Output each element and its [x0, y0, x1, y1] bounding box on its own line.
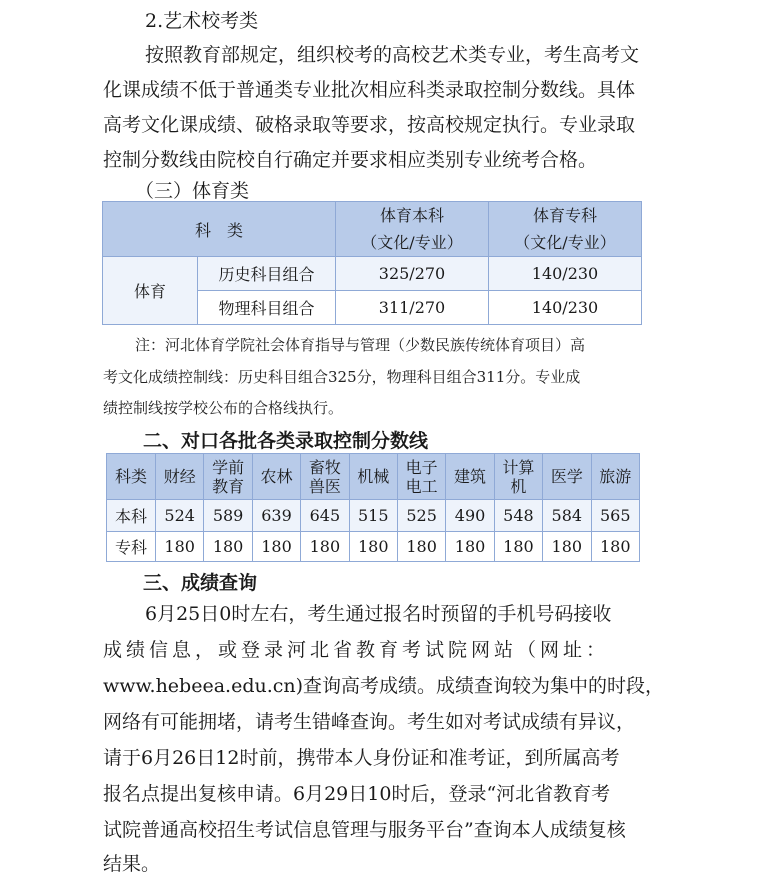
- vocational-cell: 180: [349, 532, 397, 562]
- vocational-corner: 科类: [107, 454, 156, 500]
- header-line: 体育本科: [379, 206, 444, 225]
- col-header-line: 兽医: [308, 476, 341, 496]
- col-header-line: 旅游: [599, 467, 632, 486]
- query-paragraph-line: 试院普通高校招生考试信息管理与服务平台”查询本人成绩复核: [103, 819, 626, 841]
- query-paragraph-line: 请于6月26日12时前，携带本人身份证和准考证，到所属高考: [103, 747, 620, 769]
- header-line: （文化/专业）: [361, 233, 463, 252]
- vocational-cell: 180: [397, 532, 445, 562]
- vocational-col-header: [204, 454, 252, 500]
- vocational-cell: 180: [591, 532, 639, 562]
- vocational-col-header: [156, 454, 204, 500]
- vocational-cell: 180: [446, 532, 494, 562]
- col-header-line: 学前: [212, 457, 245, 477]
- pe-header-subject: 科 类: [103, 202, 336, 257]
- col-header-line: 教育: [212, 476, 245, 496]
- vocational-row-label: 专科: [107, 532, 156, 562]
- col-header-line: 机: [510, 476, 527, 496]
- pe-cell: 140/230: [489, 257, 642, 291]
- vocational-col-header: [349, 454, 397, 500]
- art-section-heading: 2.艺术校考类: [145, 10, 259, 32]
- pe-header-undergrad: [336, 202, 489, 257]
- col-header-line: 计算: [502, 457, 535, 477]
- query-paragraph-line: 成绩信息，或登录河北省教育考试院网站（网址：: [103, 639, 610, 661]
- query-paragraph-line: 报名点提出复核申请。6月29日10时后，登录“河北省教育考: [103, 783, 611, 805]
- vocational-cell: 180: [543, 532, 591, 562]
- vocational-cell: 180: [156, 532, 204, 562]
- header-line: （文化/专业）: [514, 233, 616, 252]
- pe-note-line: 考文化成绩控制线：历史科目组合325分，物理科目组合311分。专业成: [103, 368, 581, 386]
- query-paragraph-line: 结果。: [103, 853, 161, 875]
- vocational-cell: 525: [397, 500, 445, 532]
- art-paragraph-line: 化课成绩不低于普通类专业批次相应科类录取控制分数线。具体: [103, 79, 636, 101]
- art-paragraph-line: 按照教育部规定，组织校考的高校艺术类专业，考生高考文: [145, 44, 640, 66]
- vocational-cell: 524: [156, 500, 204, 532]
- vocational-col-header: [591, 454, 639, 500]
- vocational-col-header: [543, 454, 591, 500]
- vocational-cell: 490: [446, 500, 494, 532]
- vocational-col-header: [252, 454, 300, 500]
- pe-row-label: 历史科目组合: [198, 257, 336, 291]
- col-header-line: 电工: [405, 476, 438, 496]
- pe-row-label: 物理科目组合: [198, 291, 336, 325]
- vocational-col-header: [397, 454, 445, 500]
- pe-group-label: 体育: [103, 257, 198, 325]
- pe-score-table: [102, 201, 642, 325]
- vocational-cell: 180: [301, 532, 349, 562]
- col-header-line: 电子: [405, 457, 438, 477]
- vocational-section-heading: 二、对口各批各类录取控制分数线: [143, 430, 429, 452]
- pe-header-junior: [489, 202, 642, 257]
- pe-note-line: 注：河北体育学院社会体育指导与管理（少数民族传统体育项目）高: [135, 336, 586, 354]
- vocational-cell: 565: [591, 500, 639, 532]
- art-paragraph-line: 高考文化课成绩、破格录取等要求，按高校规定执行。专业录取: [103, 114, 636, 136]
- col-header-line: 农林: [260, 467, 293, 486]
- vocational-cell: 548: [494, 500, 542, 532]
- pe-cell: 140/230: [489, 291, 642, 325]
- vocational-col-header: [446, 454, 494, 500]
- pe-cell: 325/270: [336, 257, 489, 291]
- vocational-cell: 180: [494, 532, 542, 562]
- col-header-line: 财经: [163, 467, 196, 486]
- query-paragraph-line: 6月25日0时左右，考生通过报名时预留的手机号码接收: [145, 603, 612, 625]
- query-paragraph-line: www.hebeea.edu.cn)查询高考成绩。成绩查询较为集中的时段，: [103, 675, 665, 697]
- vocational-col-header: [301, 454, 349, 500]
- vocational-cell: 645: [301, 500, 349, 532]
- col-header-line: 机械: [357, 467, 390, 486]
- pe-cell: 311/270: [336, 291, 489, 325]
- vocational-row-label: 本科: [107, 500, 156, 532]
- vocational-score-table: [106, 453, 640, 562]
- col-header-line: 畜牧: [308, 457, 341, 477]
- col-header-line: 医学: [550, 467, 583, 486]
- pe-section-heading: （三）体育类: [135, 180, 250, 202]
- vocational-cell: 584: [543, 500, 591, 532]
- vocational-col-header: [494, 454, 542, 500]
- pe-note-line: 绩控制线按学校公布的合格线执行。: [103, 399, 344, 417]
- vocational-cell: 180: [252, 532, 300, 562]
- vocational-cell: 180: [204, 532, 252, 562]
- header-line: 体育专科: [532, 206, 597, 225]
- art-paragraph-line: 控制分数线由院校自行确定并要求相应类别专业统考合格。: [103, 149, 598, 171]
- vocational-cell: 515: [349, 500, 397, 532]
- vocational-cell: 589: [204, 500, 252, 532]
- col-header-line: 建筑: [454, 467, 487, 486]
- vocational-cell: 639: [252, 500, 300, 532]
- query-paragraph-line: 网络有可能拥堵，请考生错峰查询。考生如对考试成绩有异议，: [103, 711, 636, 733]
- query-section-heading: 三、成绩查询: [143, 572, 258, 594]
